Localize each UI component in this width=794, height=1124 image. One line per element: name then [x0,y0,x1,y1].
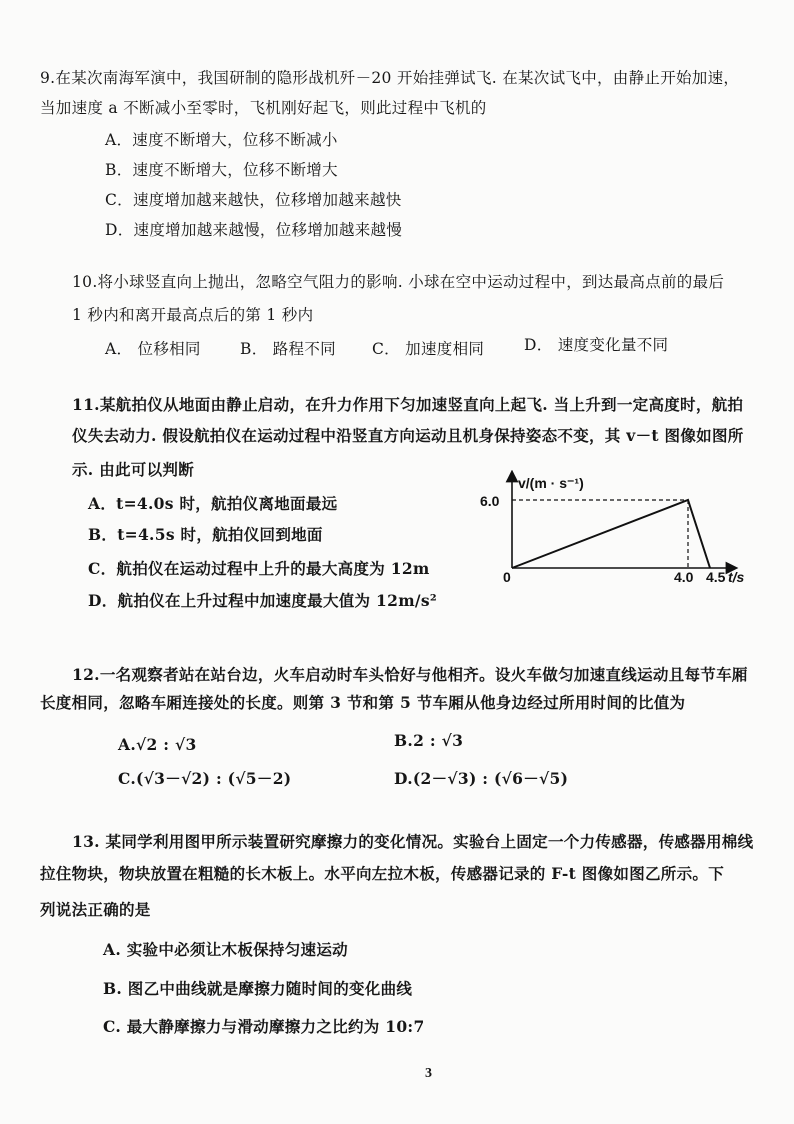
q12-stem-line2: 长度相同，忽略车厢连接处的长度。则第 3 节和第 5 节车厢从他身边经过所用时间的比值为 [40,693,686,712]
q11-stem-line2: 仪失去动力. 假设航拍仪在运动过程中沿竖直方向运动且机身保持姿态不变，其 v－t 图像如图所 [72,426,744,445]
q10-option-c: C． 加速度相同 [372,340,485,358]
q10-option-d: D． 速度变化量不同 [524,336,669,354]
q13-stem-line1: 13. 某同学利用图甲所示装置研究摩擦力的变化情况。实验台上固定一个力传感器，传感器用棉线 [72,832,754,851]
q13-option-a: A. 实验中必须让木板保持匀速运动 [103,940,348,959]
q12-option-a: A.√2 : √3 [118,735,197,754]
q10-option-a: A． 位移相同 [105,340,201,358]
q12-option-b: B.2 : √3 [394,731,464,750]
x-tick-label-2: 4.5 [706,569,726,585]
q11-option-d: D．航拍仪在上升过程中加速度最大值为 12m/s² [88,591,437,610]
q12-option-c: C.(√3－√2) : (√5－2) [118,769,292,788]
x-tick-label-1: 4.0 [674,569,694,585]
origin-label: 0 [503,569,511,585]
x-axis-label: t/s [728,569,745,585]
q9-stem-line2: 当加速度 a 不断减小至零时，飞机刚好起飞，则此过程中飞机的 [40,99,487,117]
q11-stem-line1: 11.某航拍仪从地面由静止启动，在升力作用下匀加速竖直向上起飞. 当上升到一定高度时，航拍 [72,395,744,414]
vt-graph [470,470,770,600]
velocity-line [512,500,710,568]
q9-option-a: A．速度不断增大，位移不断减小 [105,131,338,149]
q11-stem-line3: 示. 由此可以判断 [72,460,194,479]
q9-stem-line1: 9.在某次南海军演中，我国研制的隐形战机歼－20 开始挂弹试飞. 在某次试飞中，由静止开始加速， [40,69,740,87]
q13-stem-line3: 列说法正确的是 [40,900,151,919]
q10-stem-line2: 1 秒内和离开最高点后的第 1 秒内 [72,306,314,324]
y-tick-label: 6.0 [480,493,500,509]
q13-stem-line2: 拉住物块，物块放置在粗糙的长木板上。水平向左拉木板，传感器记录的 F-t 图像如图乙所示。下 [40,864,724,883]
q9-option-d: D．速度增加越来越慢，位移增加越来越慢 [105,221,403,239]
q11-option-c: C．航拍仪在运动过程中上升的最大高度为 12m [88,559,430,578]
q12-option-d: D.(2－√3) : (√6－√5) [394,769,569,788]
q10-option-b: B． 路程不同 [240,340,336,358]
q11-option-a: A．t=4.0s 时，航拍仪离地面最远 [88,494,338,513]
q9-option-b: B．速度不断增大，位移不断增大 [105,161,338,179]
q13-option-c: C. 最大静摩擦力与滑动摩擦力之比约为 10:7 [103,1017,425,1036]
q13-option-b: B. 图乙中曲线就是摩擦力随时间的变化曲线 [103,979,413,998]
page-number: 3 [425,1066,432,1081]
q9-option-c: C．速度增加越来越快，位移增加越来越快 [105,191,402,209]
q11-option-b: B．t=4.5s 时，航拍仪回到地面 [88,525,323,544]
q10-stem-line1: 10.将小球竖直向上抛出，忽略空气阻力的影响. 小球在空中运动过程中，到达最高点前的最后 [72,273,725,291]
q12-stem-line1: 12.一名观察者站在站台边，火车启动时车头恰好与他相齐。设火车做匀加速直线运动且每节车厢 [72,665,748,684]
y-axis-label: v/(m · s⁻¹) [518,475,584,491]
